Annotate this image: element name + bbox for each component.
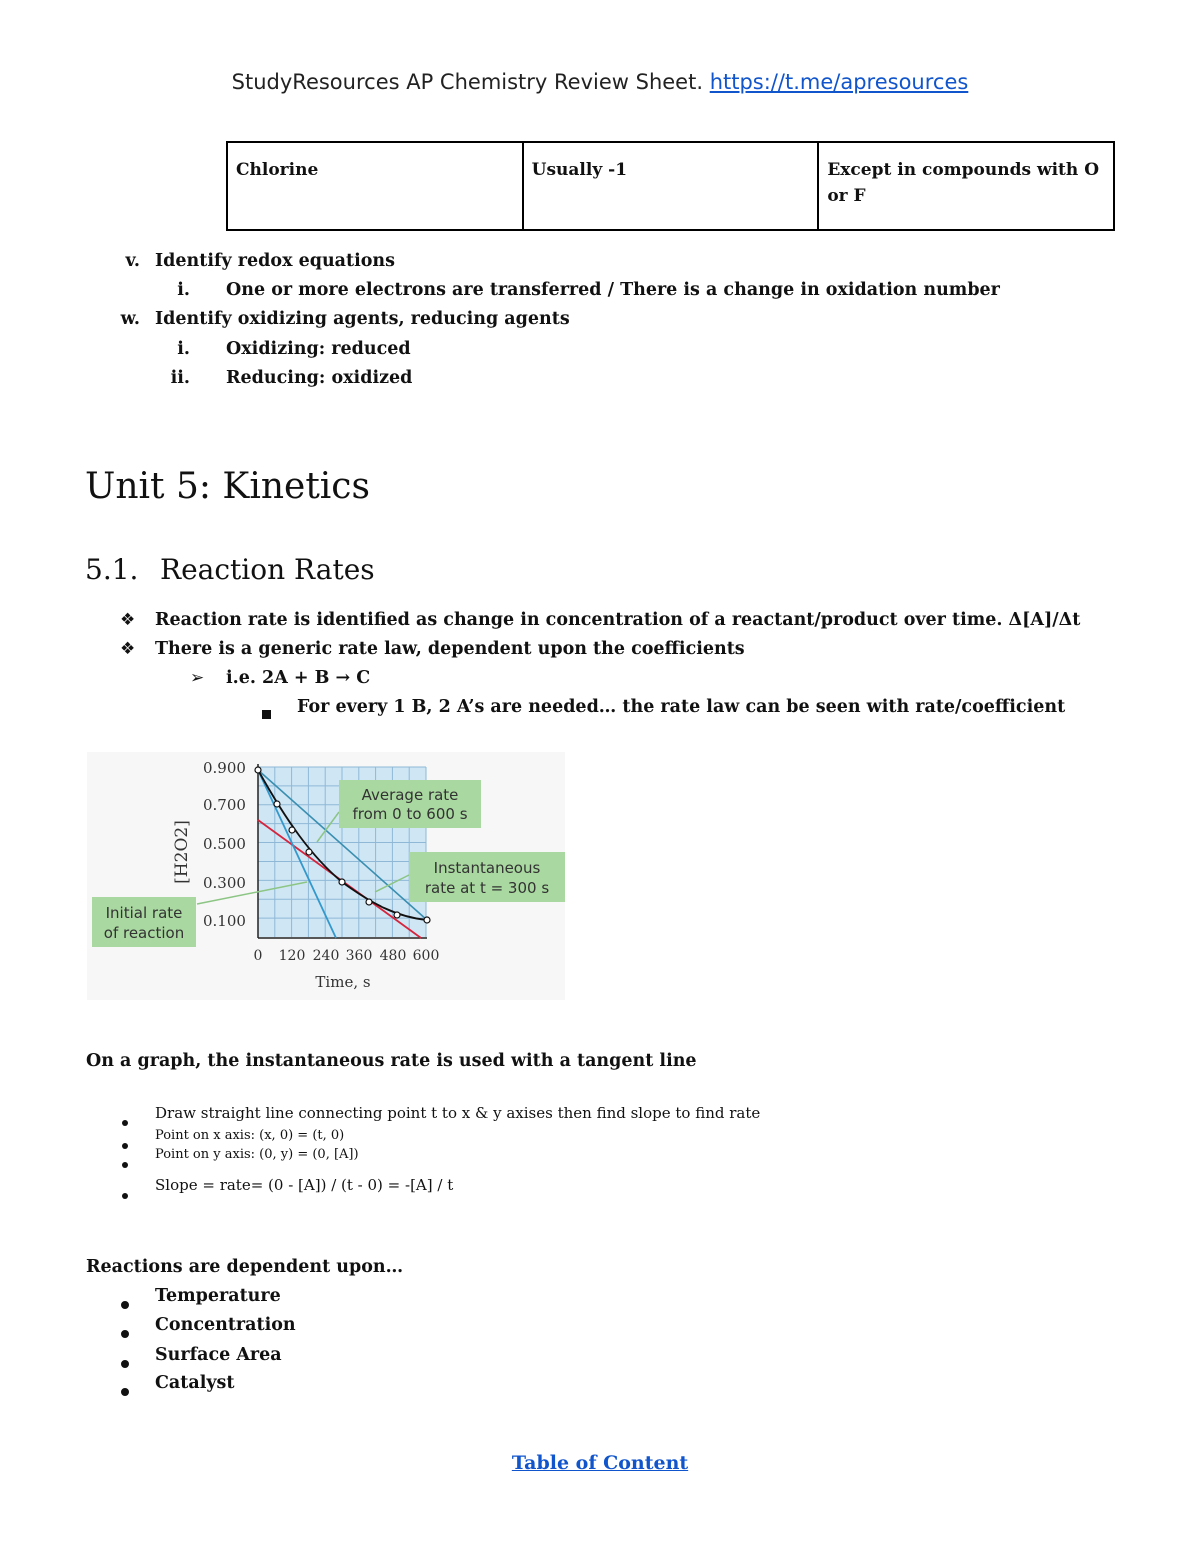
bullet-icon [121,1353,129,1372]
y-tick-label: 0.500 [203,835,246,853]
callout-initial-line: of reaction [103,924,185,942]
x-axis-label: Time, s [315,973,371,991]
table-cell-value: Usually -1 [523,142,819,230]
tangent-bullet: Point on x axis: (x, 0) = (t, 0) [155,1128,345,1143]
arrow-bullet-icon: ➢ [190,668,205,688]
diamond-bullet-icon: ❖ [120,639,136,659]
depends-item: Concentration [155,1315,296,1335]
bullet-icon [121,1294,129,1313]
outline-item: Identify oxidizing agents, reducing agents [155,309,570,329]
depends-item: Surface Area [155,1345,282,1365]
x-tick-label: 0 [253,948,263,964]
square-item: For every 1 B, 2 A’s are needed… the rate law can be seen with rate/coefficient [297,697,1066,717]
tangent-bullet: Point on y axis: (0, y) = (0, [A]) [155,1147,359,1162]
tangent-statement: On a graph, the instantaneous rate is used with a tangent line [86,1051,697,1071]
x-tick-label: 120 [278,948,306,964]
outline-marker: i. [177,280,190,300]
bullet-icon [122,1184,128,1203]
arrow-item: i.e. 2A + B → C [226,668,371,688]
diamond-bullet-icon: ❖ [120,610,136,630]
y-tick-label: 0.300 [203,874,246,892]
table-cell-exception: Except in compounds with O or F [818,142,1114,230]
square-bullet-icon [262,704,271,723]
table-cell-element: Chlorine [227,142,523,230]
section-number: 5.1. [85,553,139,586]
table-row [227,142,1114,230]
diamond-item: There is a generic rate law, dependent upon the coefficients [155,639,745,659]
table-of-content-link[interactable]: Table of Content [511,1452,689,1474]
outline-item: Oxidizing: reduced [226,339,411,359]
header-text: StudyResources AP Chemistry Review Sheet. [231,70,710,94]
tangent-bullet: Draw straight line connecting point t to x & y axises then find slope to find rate [155,1104,761,1122]
header-link[interactable]: https://t.me/apresources [709,70,969,94]
callout-average-line: from 0 to 600 s [352,805,468,823]
section-title: Reaction Rates [160,553,375,586]
x-tick-label: 480 [379,948,407,964]
depends-item: Temperature [155,1286,281,1306]
data-point [366,899,372,905]
data-point [424,917,430,923]
y-axis-label: [H2O2] [172,820,192,884]
callout-instant-line: Instantaneous [433,859,541,877]
outline-marker: ii. [170,368,190,388]
data-point [289,827,295,833]
outline-item: One or more electrons are transferred / There is a change in oxidation number [226,280,1000,300]
y-tick-label: 0.100 [203,912,246,930]
outline-marker: w. [120,309,140,329]
bullet-icon [121,1381,129,1400]
callout-initial-line: Initial rate [105,904,183,922]
data-point [339,879,345,885]
y-tick-label: 0.700 [203,796,246,814]
data-point [274,801,280,807]
callout-average-line: Average rate [361,786,459,804]
x-tick-label: 360 [345,948,373,964]
tangent-bullet: Slope = rate= (0 - [A]) / (t - 0) = -[A] / t [155,1176,454,1194]
diamond-item: Reaction rate is identified as change in concentration of a reactant/product over time. Δ[A]/Δt [155,610,1081,630]
outline-marker: i. [177,339,190,359]
outline-item: Reducing: oxidized [226,368,413,388]
x-tick-label: 600 [412,948,440,964]
bullet-icon [122,1134,128,1153]
data-point [255,767,261,773]
callout-instant-line: rate at t = 300 s [424,879,550,897]
section-heading [85,553,375,586]
outline-item: Identify redox equations [155,251,396,271]
data-point [394,912,400,918]
depends-item: Catalyst [155,1373,235,1393]
bullet-icon [122,1153,128,1172]
kinetics-figure [87,752,565,1000]
unit-title: Unit 5: Kinetics [85,466,370,507]
outline-marker: v. [125,251,140,271]
data-point [306,849,312,855]
y-tick-label: 0.900 [203,759,246,777]
page-header [0,70,1200,94]
oxidation-table [226,141,1115,231]
bullet-icon [122,1111,128,1130]
depends-heading: Reactions are dependent upon… [86,1257,404,1277]
bullet-icon [121,1323,129,1342]
x-tick-label: 240 [312,948,340,964]
